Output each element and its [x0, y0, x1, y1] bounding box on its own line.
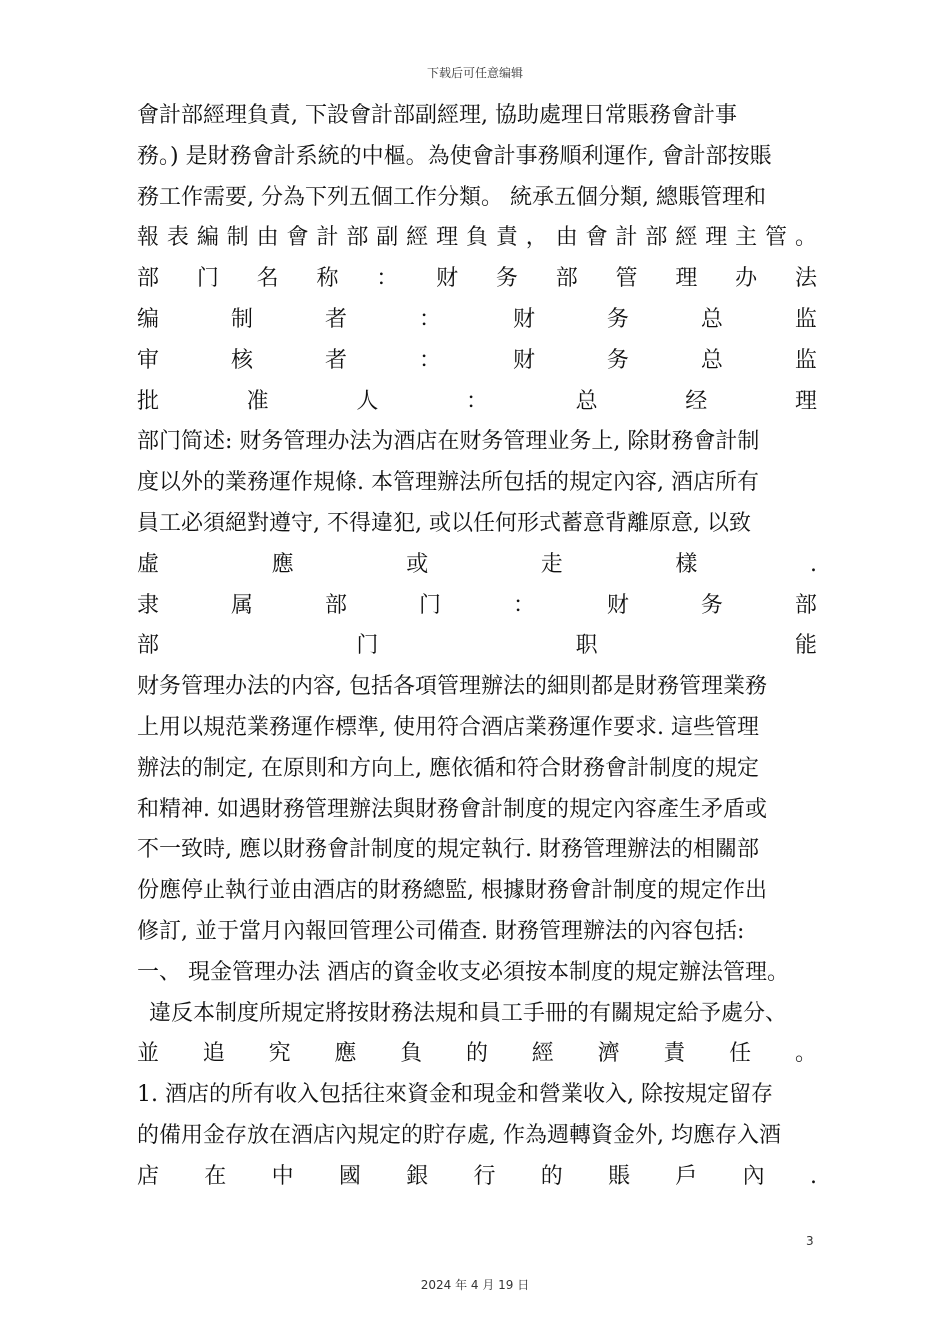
text-char: 制 [226, 225, 249, 251]
text-char: 責 [663, 1041, 686, 1067]
text-char: 內 [742, 1163, 765, 1189]
text-char: 法 [794, 266, 817, 292]
page-number: 3 [806, 1234, 814, 1248]
document-body [137, 96, 817, 1198]
text-char: 店 [137, 1163, 160, 1189]
text-char: 或 [406, 551, 429, 577]
text-char: 會 [585, 225, 608, 251]
text-char: 由 [555, 225, 578, 251]
text-char: 者 [324, 347, 347, 373]
text-line [137, 1034, 817, 1075]
text-char: 國 [338, 1163, 361, 1189]
text-char: 部 [645, 225, 668, 251]
text-char: 行 [473, 1163, 496, 1189]
text-char: 准 [246, 388, 269, 414]
text-char: 监 [794, 306, 817, 332]
text-char: 门 [356, 633, 379, 659]
text-char: 銀 [406, 1163, 429, 1189]
text-char: 制 [230, 306, 253, 332]
text-line: 度以外的業務運作規條. 本管理辦法所包括的規定內容, 酒店所有 [137, 470, 759, 496]
text-char: 者 [324, 306, 347, 332]
text-char: 計 [316, 225, 339, 251]
text-char: 务 [606, 347, 629, 373]
text-char: 由 [256, 225, 279, 251]
text-char: 理 [794, 388, 817, 414]
text-char: 任 [729, 1041, 752, 1067]
text-char: 。 [794, 225, 817, 251]
text-char: 理 [436, 225, 459, 251]
page-header: 下载后可任意编辑 [426, 66, 523, 80]
text-char: 部 [137, 266, 160, 292]
text-char: . [809, 1163, 817, 1189]
text-char: 應 [271, 551, 294, 577]
text-char: 計 [615, 225, 638, 251]
text-char: 表 [166, 225, 189, 251]
text-char: . [809, 551, 817, 577]
text-line: 務工作需要, 分為下列五個工作分類。 統承五個分類, 總賬管理和 [137, 184, 766, 210]
text-char: 中 [271, 1163, 294, 1189]
text-char: 究 [268, 1041, 291, 1067]
text-char: ： [512, 592, 535, 618]
text-line: 上用以規范業務運作標準, 使用符合酒店業務運作要求. 這些管理 [137, 714, 759, 740]
text-char: 的 [465, 1041, 488, 1067]
text-line: 部门简述: 财务管理办法为酒店在财务管理业务上, 除財務會計制 [137, 429, 760, 455]
text-line [137, 586, 817, 627]
text-char: 总 [700, 347, 723, 373]
text-char: 经 [685, 388, 708, 414]
text-line [137, 545, 817, 586]
text-char: 务 [700, 592, 723, 618]
text-line: 員工必須絕對遵守, 不得違犯, 或以任何形式蓄意背離原意, 以致 [137, 510, 751, 536]
text-char: 财 [436, 266, 459, 292]
text-char: 核 [230, 347, 253, 373]
text-char: 追 [202, 1041, 225, 1067]
text-char: 门 [418, 592, 441, 618]
text-line: 一、 現金管理办法 酒店的資金收支必須按本制度的規定辦法管理。 [137, 959, 789, 985]
text-char: 隶 [137, 592, 160, 618]
text-char: 經 [675, 225, 698, 251]
text-char: 职 [575, 633, 598, 659]
text-line: 辦法的制定, 在原則和方向上, 應依循和符合財務會計制度的規定 [137, 755, 759, 781]
text-char: 人 [356, 388, 379, 414]
text-line: 違反本制度所規定將按財務法規和員工手冊的有關規定給予處分、 [149, 1000, 788, 1026]
text-char: 部 [794, 592, 817, 618]
text-line [137, 626, 817, 667]
text-line [137, 382, 817, 423]
text-char: 虛 [137, 551, 160, 577]
text-line: 财务管理办法的内容, 包括各項管理辦法的細則都是財務管理業務 [137, 674, 767, 700]
text-char: 編 [196, 225, 219, 251]
text-line [137, 300, 817, 341]
text-char: 总 [700, 306, 723, 332]
text-char: 监 [794, 347, 817, 373]
text-char: 称 [316, 266, 339, 292]
text-char: 。 [794, 1041, 817, 1067]
text-char: 编 [137, 306, 160, 332]
text-char: 走 [540, 551, 563, 577]
text-char: 总 [575, 388, 598, 414]
text-char: 戶 [675, 1163, 698, 1189]
text-line [137, 259, 817, 300]
text-char: 在 [204, 1163, 227, 1189]
text-char: 的 [540, 1163, 563, 1189]
text-char: 經 [406, 225, 429, 251]
text-char: 負 [465, 225, 488, 251]
text-char: 責 [495, 225, 518, 251]
text-line: 和精神. 如遇財務管理辦法與財務會計制度的規定內容產生矛盾或 [137, 796, 767, 822]
text-char: 务 [495, 266, 518, 292]
text-char: 副 [376, 225, 399, 251]
text-char: ： [465, 388, 488, 414]
text-char: 會 [286, 225, 309, 251]
text-char: 報 [137, 225, 160, 251]
text-char: 部 [324, 592, 347, 618]
text-char: 部 [346, 225, 369, 251]
text-char: 管 [615, 266, 638, 292]
text-char: 並 [137, 1041, 160, 1067]
text-char: 理 [675, 266, 698, 292]
text-line: 的備用金存放在酒店內規定的貯存處, 作為週轉資金外, 均應存入酒 [137, 1122, 781, 1148]
text-char: ： [418, 347, 441, 373]
text-char: 财 [512, 347, 535, 373]
text-line: 不一致時, 應以財務會計制度的規定執行. 財務管理辦法的相關部 [137, 837, 759, 863]
text-char: 审 [137, 347, 160, 373]
text-char: ： [376, 266, 399, 292]
text-char: 财 [606, 592, 629, 618]
text-line [137, 341, 817, 382]
text-line [137, 1157, 817, 1198]
text-char: ， [525, 225, 548, 251]
text-char: 理 [705, 225, 728, 251]
text-char: 管 [765, 225, 788, 251]
text-char: 樣 [675, 551, 698, 577]
text-line: 份應停止執行並由酒店的財務總監, 根據財務會計制度的規定作出 [137, 878, 767, 904]
text-char: 办 [735, 266, 758, 292]
text-char: 务 [606, 306, 629, 332]
text-char: 經 [531, 1041, 554, 1067]
text-char: 能 [794, 633, 817, 659]
text-char: 負 [400, 1041, 423, 1067]
text-char: 名 [256, 266, 279, 292]
text-line: 會計部經理負責, 下設會計部副經理, 協助處理日常賬務會計事 [137, 103, 737, 128]
text-char: 批 [137, 388, 160, 414]
text-line [137, 218, 817, 259]
text-char: 濟 [597, 1041, 620, 1067]
text-line: 務。) 是財務會計系統的中樞。為使會計事務順利運作, 會計部按賬 [137, 143, 772, 169]
text-char: 主 [735, 225, 758, 251]
text-char: 部 [137, 633, 160, 659]
text-line: 修訂, 並于當月內報回管理公司備查. 財務管理辦法的內容包括: [137, 918, 745, 944]
text-char: 部 [555, 266, 578, 292]
text-char: 属 [230, 592, 253, 618]
text-char: ： [418, 306, 441, 332]
text-char: 應 [334, 1041, 357, 1067]
text-char: 賬 [608, 1163, 631, 1189]
text-char: 财 [512, 306, 535, 332]
text-line: 1. 酒店的所有收入包括往來資金和現金和營業收入, 除按規定留存 [137, 1082, 773, 1108]
page-footer-date: 2024 年 4 月 19 日 [420, 1278, 530, 1292]
text-char: 门 [196, 266, 219, 292]
